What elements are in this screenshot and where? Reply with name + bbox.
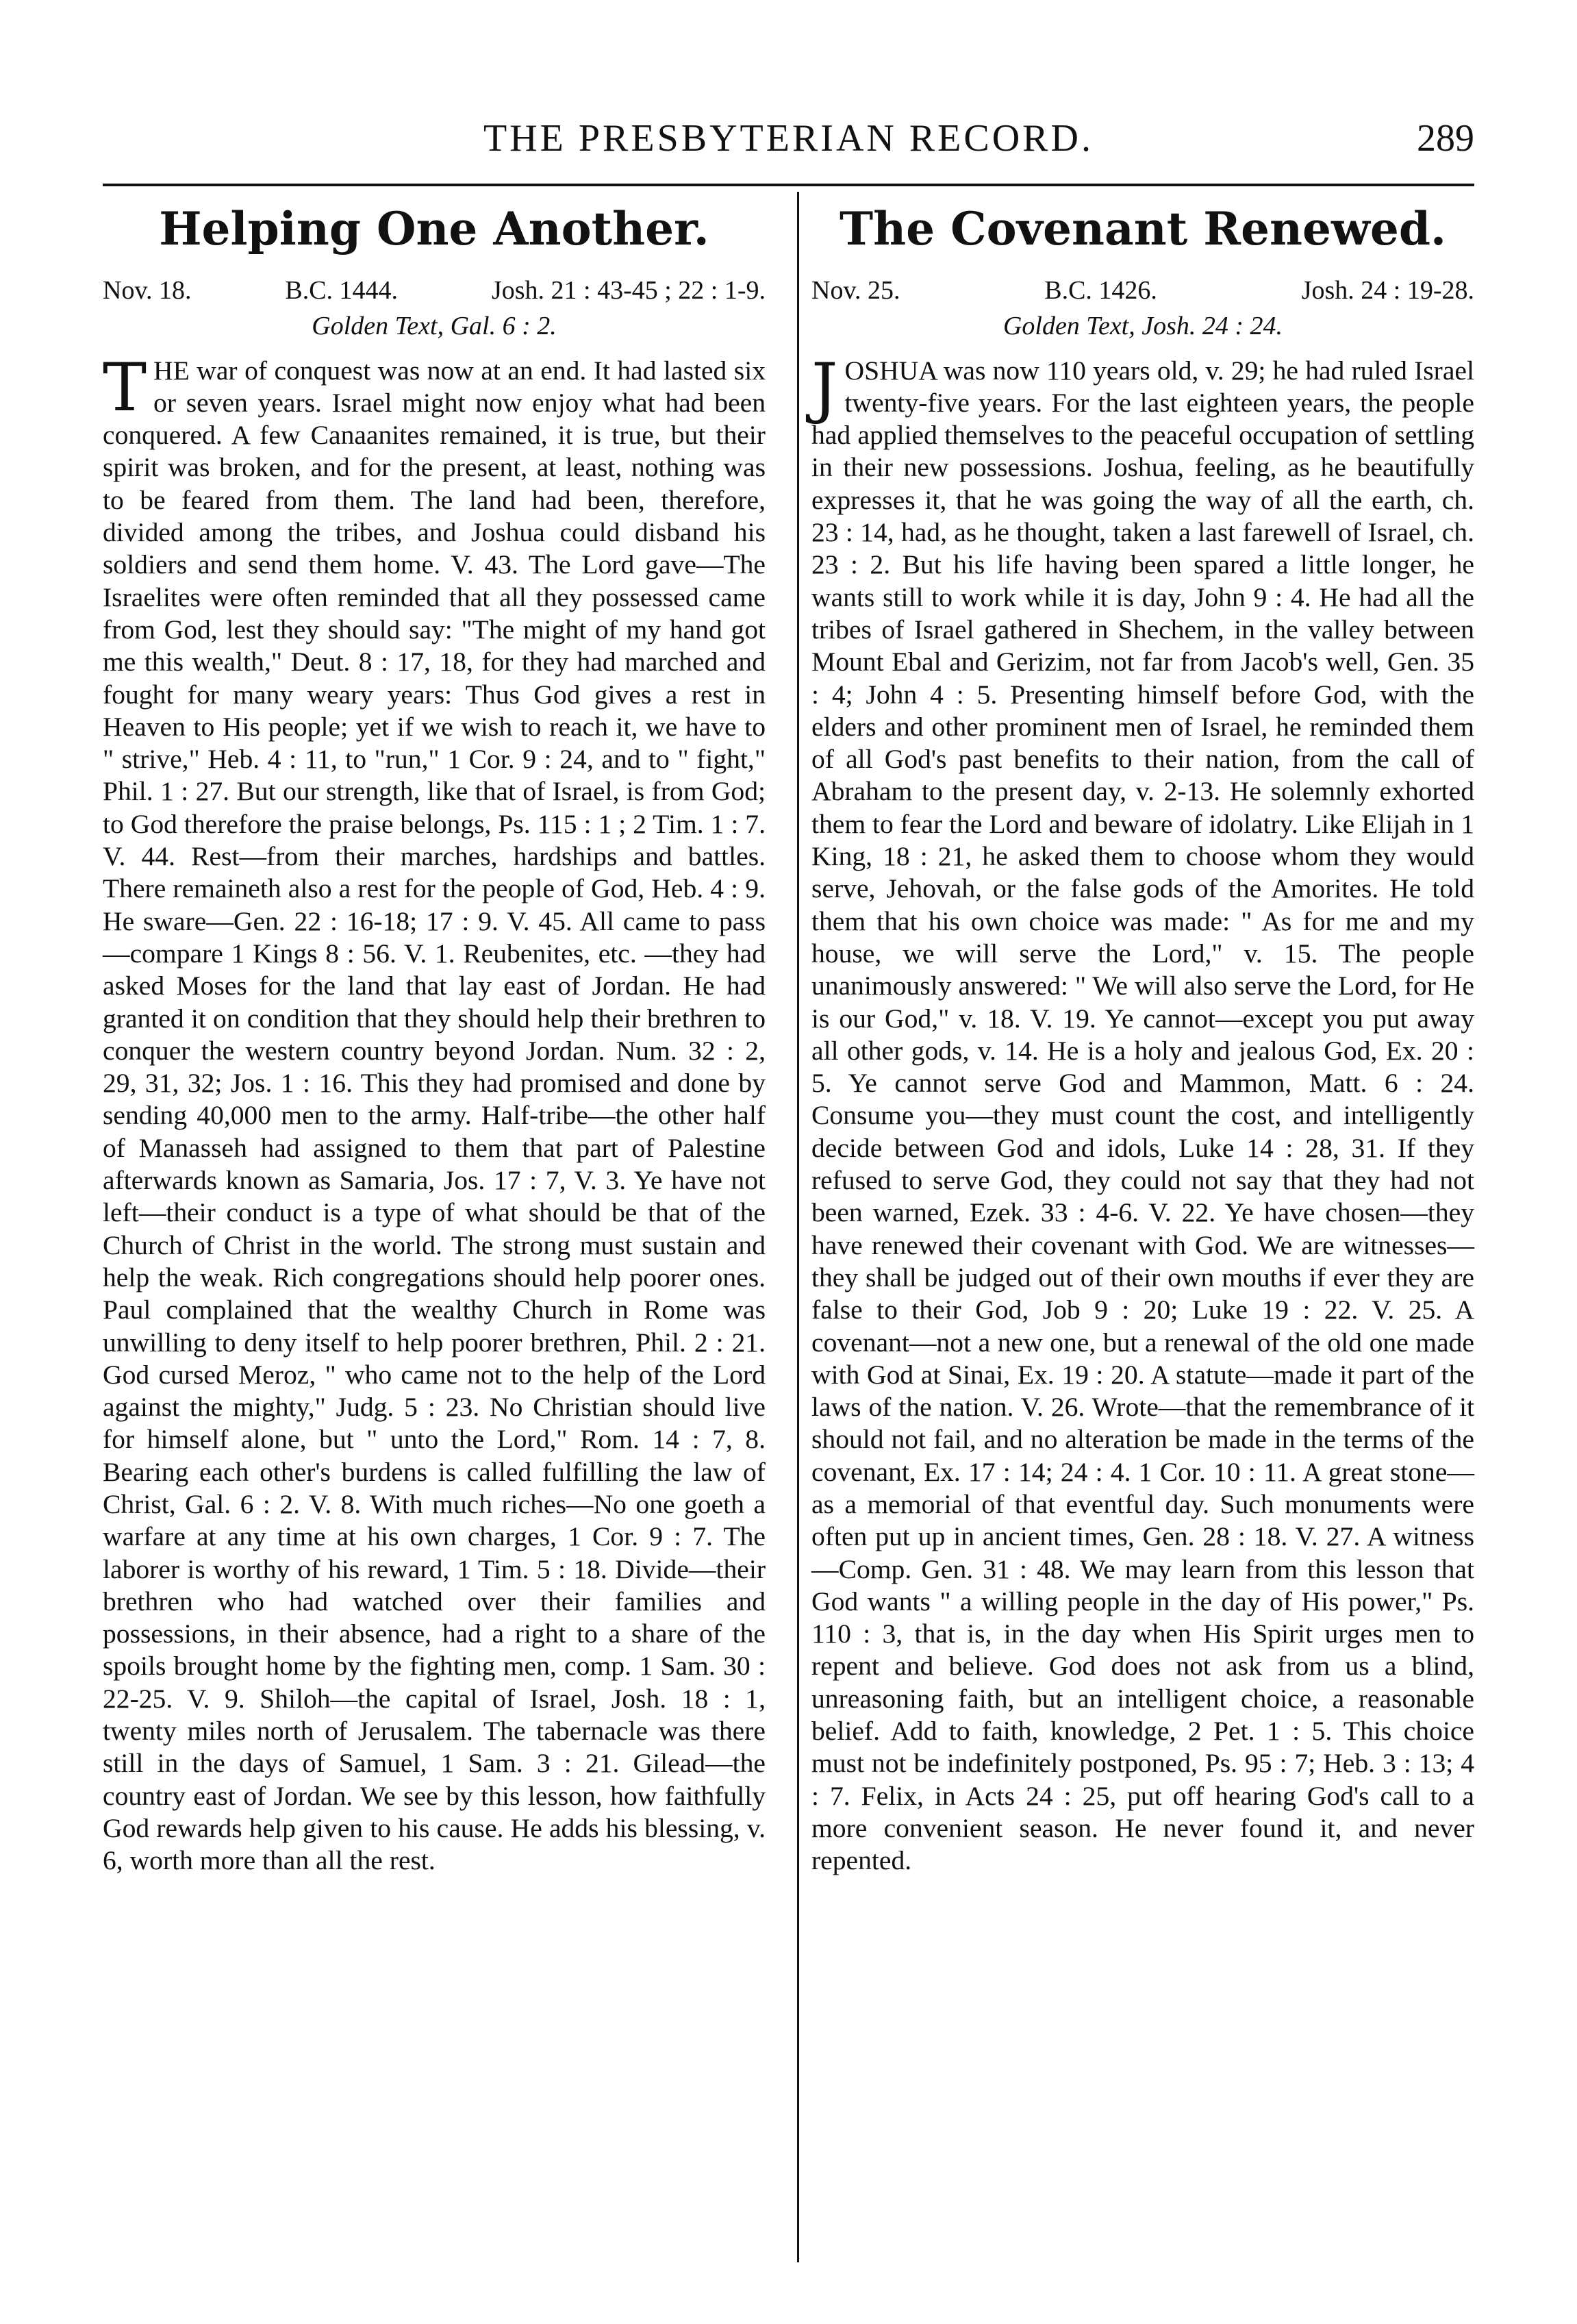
lesson-year: B.C. 1444.: [285, 276, 399, 305]
lesson-body-text: OSHUA was now 110 years old, v. 29; he had ruled Israel twenty-five years. For the last eighteen years, the people had applied themselves to the peaceful occupation of settling in their new possessions. Joshua, feeling, as he beautifully expresses it, that he was going the way of all the earth, ch. 23 : 14, had, as he thought, taken a last farewell of Israel, ch. 23 : 2. But his life having been spared a little longer, he wants still to work while it is day, John 9 : 4. He had all the tribes of Israel gathered in Shechem, in the valley between Mount Ebal and Gerizim, not far from Jacob's well, Gen. 35 : 4; John 4 : 5. Presenting himself before God, with the elders and other prominent men of Israel, he reminded them of all God's past benefits to their nation, from the call of Abraham to the present day, v. 2-13. He solemnly exhorted them to fear the Lord and beware of idolatry. Like Elijah in 1 King, 18 : 21, he asked them to choose whom they would serve, Jehovah, or the false gods of the Amorites. He told them that his own choice was made: " As for me and my house, we will serve the Lord," v. 15. The people unanimously answered: " We will also serve the Lord, for He is our God," v. 18. V. 19. Ye cannot—except you put away all other gods, v. 14. He is a holy and jealous God, Ex. 20 : 5. Ye cannot serve God and Mammon, Matt. 6 : 24. Consume you—they must count the cost, and intelligently decide between God and idols, Luke 14 : 28, 31. If they refused to serve God, they could not say that they had not been warned, Ezek. 33 : 4-6. V. 22. Ye have chosen—they have renewed their covenant with God. We are witnesses—they shall be judged out of their own mouths if ever they are false to their God, Job 9 : 20; Luke 19 : 22. V. 25. A covenant—not a new one, but a renewal of the old one made with God at Sinai, Ex. 19 : 20. A statute—made it part of the laws of the nation. V. 26. Wrote—that the remembrance of it should not fail, and no alteration be made in the terms of the covenant, Ex. 17 : 14; 24 : 4. 1 Cor. 10 : 11. A great stone—as a memorial of that eventful day. Such monuments were often put up in ancient times, Gen. 28 : 18. V. 27. A witness—Comp. Gen. 31 : 48. We may learn from this lesson that God wants " a willing people in the day of His power," Ps. 110 : 3, that is, in the day when His Spirit urges men to repent and believe. God does not ask from us a blind, unreasoning faith, but an intelligent choice, a reasonable belief. Add to faith, knowledge, 2 Pet. 1 : 5. This choice must not be indefinitely postponed, Ps. 95 : 7; Heb. 3 : 13; 4 : 7. Felix, in Acts 24 : 25, put off hearing God's call to a more convenient season. He never found it, and never repented.: [811, 355, 1474, 1876]
lesson-reference: Josh. 24 : 19-28.: [1301, 276, 1474, 305]
lesson-meta: [811, 275, 1474, 307]
lesson-date: Nov. 25.: [811, 276, 900, 305]
drop-cap: J: [811, 349, 838, 426]
page-header: [103, 116, 1474, 178]
lesson-year: B.C. 1426.: [1044, 276, 1157, 305]
lesson-body-text: HE war of conquest was now at an end. It had lasted six or seven years. Israel might now enjoy what had been conquered. A few Canaanites remained, it is true, but their spirit was broken, and for the present, at least, nothing was to be feared from them. The land had been, therefore, divided among the tribes, and Joshua could disband his soldiers and send them home. V. 43. The Lord gave—The Israelites were often reminded that all they possessed came from God, lest they should say: "The might of my hand got me this wealth," Deut. 8 : 17, 18, for they had marched and fought for many weary years: Thus God gives a rest in Heaven to His people; yet if we wish to reach it, we have to " strive," Heb. 4 : 11, to "run," 1 Cor. 9 : 24, and to " fight," Phil. 1 : 27. But our strength, like that of Israel, is from God; to God therefore the praise belongs, Ps. 115 : 1 ; 2 Tim. 1 : 7. V. 44. Rest—from their marches, hardships and battles. There remaineth also a rest for the people of God, Heb. 4 : 9. He sware—Gen. 22 : 16-18; 17 : 9. V. 45. All came to pass—compare 1 Kings 8 : 56. V. 1. Reubenites, etc. —they had asked Moses for the land that lay east of Jordan. He had granted it on condition that they should help their brethren to conquer the western country beyond Jordan. Num. 32 : 2, 29, 31, 32; Jos. 1 : 16. This they had promised and done by sending 40,000 men to the army. Half-tribe—the other half of Manasseh had assigned to them that part of Palestine afterwards known as Samaria, Jos. 17 : 7, V. 3. Ye have not left—their conduct is a type of what should be that of the Church of Christ in the world. The strong must sustain and help the weak. Rich congregations should help poorer ones. Paul complained that the wealthy Church in Rome was unwilling to deny itself to help poorer brethren, Phil. 2 : 21. God cursed Meroz, " who came not to the help of the Lord against the mighty," Judg. 5 : 23. No Christian should live for himself alone, but " unto the Lord," Rom. 14 : 7, 8. Bearing each other's burdens is called fulfilling the law of Christ, Gal. 6 : 2. V. 8. With much riches—No one goeth a warfare at any time at his own charges, 1 Cor. 9 : 7. The laborer is worthy of his reward, 1 Tim. 5 : 18. Divide—their brethren who had watched over their families and possessions, in their absence, had a right to a share of the spoils brought home by the fighting men, comp. 1 Sam. 30 : 22-25. V. 9. Shiloh—the capital of Israel, Josh. 18 : 1, twenty miles north of Jerusalem. The tabernacle was there still in the days of Samuel, 1 Sam. 3 : 21. Gilead—the country east of Jordan. We see by this lesson, how faithfully God rewards help given to his cause. He adds his blessing, v. 6, worth more than all the rest.: [103, 355, 766, 1876]
lesson-meta: [103, 275, 766, 307]
page-number: 289: [1417, 117, 1474, 160]
golden-text: Golden Text, Gal. 6 : 2.: [312, 311, 557, 340]
lesson-title: The Covenant Renewed.: [840, 202, 1446, 255]
running-title: THE PRESBYTERIAN RECORD.: [483, 117, 1094, 160]
golden-text: Golden Text, Josh. 24 : 24.: [1002, 311, 1283, 340]
drop-cap: T: [103, 349, 147, 426]
lesson-reference: Josh. 21 : 43-45 ; 22 : 1-9.: [491, 276, 766, 305]
lesson-title: Helping One Another.: [159, 202, 709, 255]
lesson-right: [811, 202, 1474, 2269]
lesson-body: [811, 349, 1474, 1877]
header-rule: [103, 184, 1474, 186]
lesson-body: [103, 349, 766, 1877]
lesson-date: Nov. 18.: [103, 276, 192, 305]
lesson-left: [103, 202, 766, 2269]
column-divider: [797, 192, 799, 2262]
